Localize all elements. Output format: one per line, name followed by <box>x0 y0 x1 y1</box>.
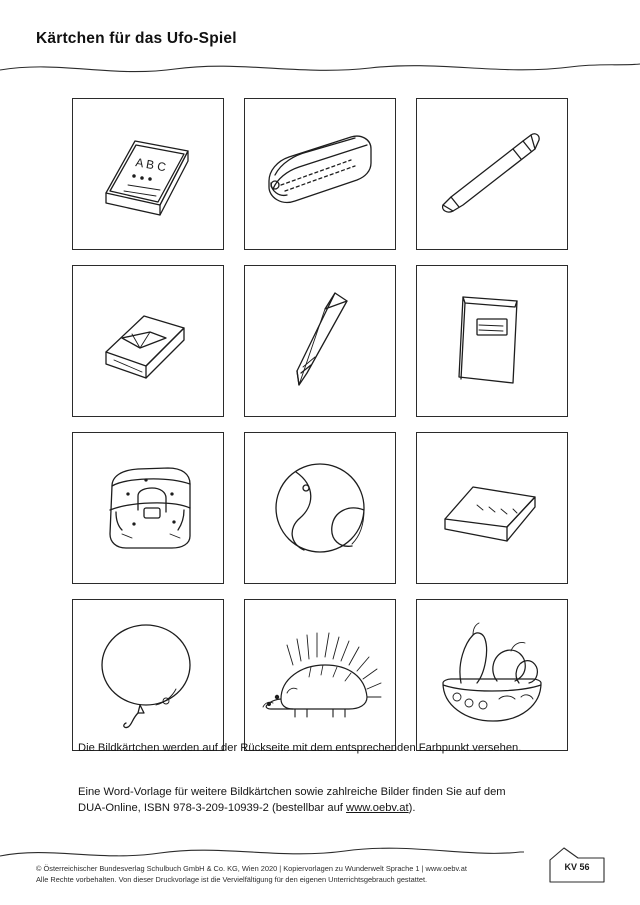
footer-copyright <box>36 864 506 885</box>
notebook-icon <box>437 281 547 401</box>
pencil-icon <box>265 281 375 401</box>
ball-card[interactable] <box>244 432 396 584</box>
eraser-card[interactable] <box>416 432 568 584</box>
schoolbag-card[interactable] <box>72 432 224 584</box>
note-line-2 <box>78 800 568 816</box>
hedgehog-icon <box>253 615 388 735</box>
page-header <box>0 30 640 78</box>
hedgehog-card[interactable] <box>244 599 396 751</box>
balloon-icon <box>88 613 208 738</box>
caption-main: Die Bildkärtchen werden auf der Rückseite mit dem entsprechenden Farbpunkt versehen. <box>78 742 522 754</box>
picture-card-grid <box>72 98 568 751</box>
pencil-case-icon <box>255 119 385 229</box>
footer-wave-divider <box>0 836 640 866</box>
oebv-link[interactable]: www.oebv.at <box>346 802 409 814</box>
pen-card[interactable] <box>416 98 568 250</box>
book-card[interactable] <box>72 98 224 250</box>
note-line-2-suffix: ). <box>408 802 416 814</box>
sharpener-icon <box>88 286 208 396</box>
ball-icon <box>260 448 380 568</box>
schoolbag-icon <box>86 448 211 568</box>
header-wave-divider <box>0 56 640 82</box>
pen-icon <box>427 119 557 229</box>
sharpener-card[interactable] <box>72 265 224 417</box>
fruitbowl-card[interactable] <box>416 599 568 751</box>
book-icon <box>88 119 208 229</box>
note-line-2-prefix: DUA-Online, ISBN 978-3-209-10939-2 (bestellbar auf <box>78 802 347 814</box>
kv-badge <box>548 846 606 884</box>
pencil-case-card[interactable] <box>244 98 396 250</box>
notebook-card[interactable] <box>416 265 568 417</box>
balloon-card[interactable] <box>72 599 224 751</box>
eraser-icon <box>427 453 557 563</box>
kv-badge-label: KV 56 <box>564 862 590 872</box>
footer-line-1: © Österreichischer Bundesverlag Schulbuch GmbH & Co. KG, Wien 2020 | Kopiervorlagen zu Wunderwelt Sprache 1 | www.oebv.at <box>36 864 467 873</box>
footer-line-2: Alle Rechte vorbehalten. Von dieser Druckvorlage ist die Vervielfältigung für den eigenen Unterrichtsgebrauch gestattet. <box>36 874 428 884</box>
note-line-1: Eine Word-Vorlage für weitere Bildkärtchen sowie zahlreiche Bilder finden Sie auf dem <box>78 786 506 798</box>
pencil-card[interactable] <box>244 265 396 417</box>
note-block <box>78 784 568 816</box>
page-title: Kärtchen für das Ufo-Spiel <box>36 30 237 47</box>
fruitbowl-icon <box>427 613 557 738</box>
svg-text:A B C: A B C <box>134 155 168 175</box>
